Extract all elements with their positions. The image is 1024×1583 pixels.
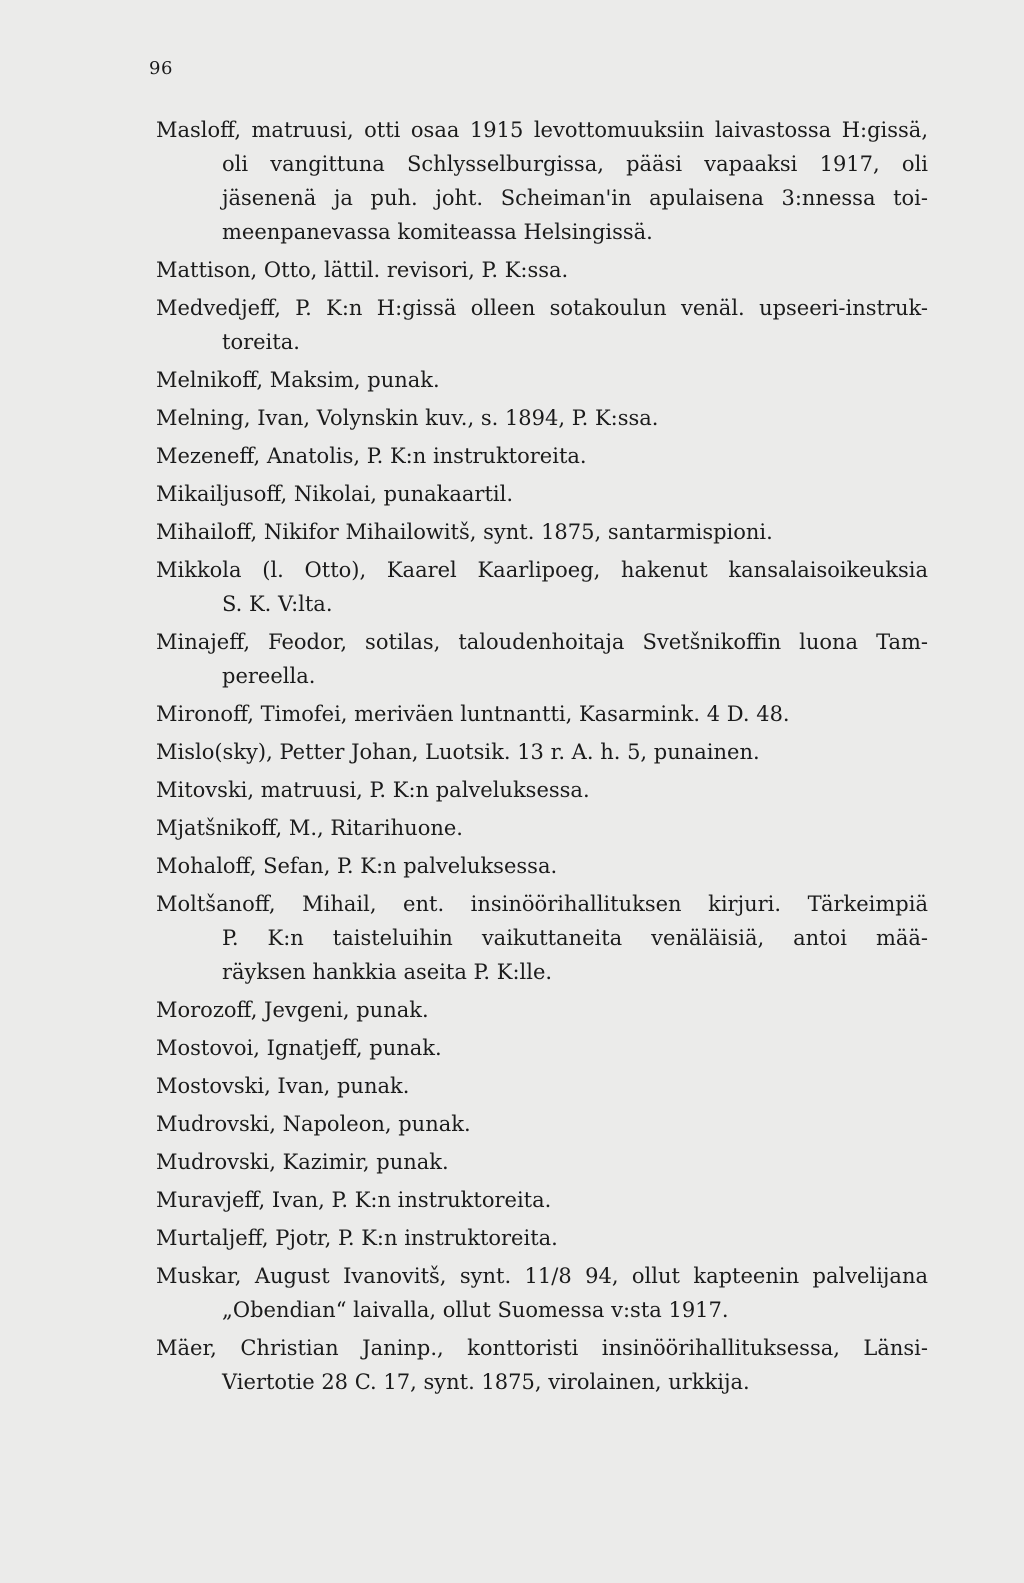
entry-line: Mikailjusoff, Nikolai, punakaartil. (156, 482, 513, 506)
entry-line: Melnikoff, Maksim, punak. (156, 368, 440, 392)
entry-moltsanoff (156, 887, 928, 989)
entry-mjatsnikoff (156, 811, 928, 845)
entry-line: Muskar, August Ivanovitš, synt. 11/8 94, ollut kapteenin palvelijana (156, 1264, 928, 1288)
entry-line: Melning, Ivan, Volynskin kuv., s. 1894, P. K:ssa. (156, 406, 659, 430)
entry-maer (156, 1331, 928, 1399)
entry-line: Minajeff, Feodor, sotilas, taloudenhoitaja Svetšnikoffin luona Tam- (156, 630, 928, 654)
entry-line: Mitovski, matruusi, P. K:n palveluksessa. (156, 778, 590, 802)
entry-line: Mezeneff, Anatolis, P. K:n instruktoreita. (156, 444, 587, 468)
page-number: 96 (149, 58, 173, 79)
entry-line: Mihailoff, Nikifor Mihailowitš, synt. 1875, santarmispioni. (156, 520, 773, 544)
entry-line: Muravjeff, Ivan, P. K:n instruktoreita. (156, 1188, 552, 1212)
entry-mohaloff (156, 849, 928, 883)
entry-mudrovski-kazimir (156, 1145, 928, 1179)
entry-muskar (156, 1259, 928, 1327)
entry-mironoff (156, 697, 928, 731)
entry-line: Mohaloff, Sefan, P. K:n palveluksessa. (156, 854, 558, 878)
entry-line: Mäer, Christian Janinp., konttoristi insinöörihallituksessa, Länsi- (156, 1336, 928, 1360)
entry-line: Masloff, matruusi, otti osaa 1915 levottomuuksiin laivastossa H:gissä, (156, 118, 928, 142)
entry-mikkola (156, 553, 928, 621)
entry-mattison (156, 253, 928, 287)
entry-mostovski (156, 1069, 928, 1103)
entry-masloff (156, 113, 928, 249)
entry-list (156, 113, 928, 1403)
entry-line: Mudrovski, Kazimir, punak. (156, 1150, 449, 1174)
entry-line: Moltšanoff, Mihail, ent. insinöörihallituksen kirjuri. Tärkeimpiä (156, 892, 928, 916)
entry-melnikoff (156, 363, 928, 397)
entry-mikailjusoff (156, 477, 928, 511)
entry-mitovski (156, 773, 928, 807)
entry-mislo (156, 735, 928, 769)
entry-murtaljeff (156, 1221, 928, 1255)
entry-morozoff (156, 993, 928, 1027)
entry-minajeff (156, 625, 928, 693)
entry-mezeneff (156, 439, 928, 473)
entry-mostovoi (156, 1031, 928, 1065)
entry-muravjeff (156, 1183, 928, 1217)
entry-line: Mjatšnikoff, M., Ritarihuone. (156, 816, 463, 840)
entry-line: Mattison, Otto, lättil. revisori, P. K:ssa. (156, 258, 569, 282)
entry-line: Murtaljeff, Pjotr, P. K:n instruktoreita. (156, 1226, 558, 1250)
entry-line: Mikkola (l. Otto), Kaarel Kaarlipoeg, hakenut kansalaisoikeuksia (156, 558, 928, 582)
entry-line: Medvedjeff, P. K:n H:gissä olleen sotakoulun venäl. upseeri-instruk- (156, 296, 928, 320)
entry-line: „Obendian“ laivalla, ollut Suomessa v:sta 1917. (222, 1298, 729, 1322)
entry-line: Mironoff, Timofei, meriväen luntnantti, Kasarmink. 4 D. 48. (156, 702, 790, 726)
entry-line: jäsenenä ja puh. joht. Scheiman'in apulaisena 3:nnessa toi- (222, 186, 928, 210)
entry-mihailoff (156, 515, 928, 549)
entry-medvedjeff (156, 291, 928, 359)
entry-line: Mostovski, Ivan, punak. (156, 1074, 410, 1098)
entry-mudrovski-napoleon (156, 1107, 928, 1141)
entry-melning (156, 401, 928, 435)
entry-line: S. K. V:lta. (222, 592, 333, 616)
entry-line: Mudrovski, Napoleon, punak. (156, 1112, 471, 1136)
entry-line: meenpanevassa komiteassa Helsingissä. (222, 220, 653, 244)
entry-line: P. K:n taisteluihin vaikuttaneita venäläisiä, antoi mää- (222, 926, 928, 950)
entry-line: oli vangittuna Schlysselburgissa, pääsi vapaaksi 1917, oli (222, 152, 928, 176)
entry-line: toreita. (222, 330, 300, 354)
entry-line: Morozoff, Jevgeni, punak. (156, 998, 429, 1022)
entry-line: räyksen hankkia aseita P. K:lle. (222, 960, 553, 984)
entry-line: Mislo(sky), Petter Johan, Luotsik. 13 r. A. h. 5, punainen. (156, 740, 760, 764)
entry-line: pereella. (222, 664, 316, 688)
entry-line: Viertotie 28 C. 17, synt. 1875, virolainen, urkkija. (222, 1370, 750, 1394)
entry-line: Mostovoi, Ignatjeff, punak. (156, 1036, 442, 1060)
